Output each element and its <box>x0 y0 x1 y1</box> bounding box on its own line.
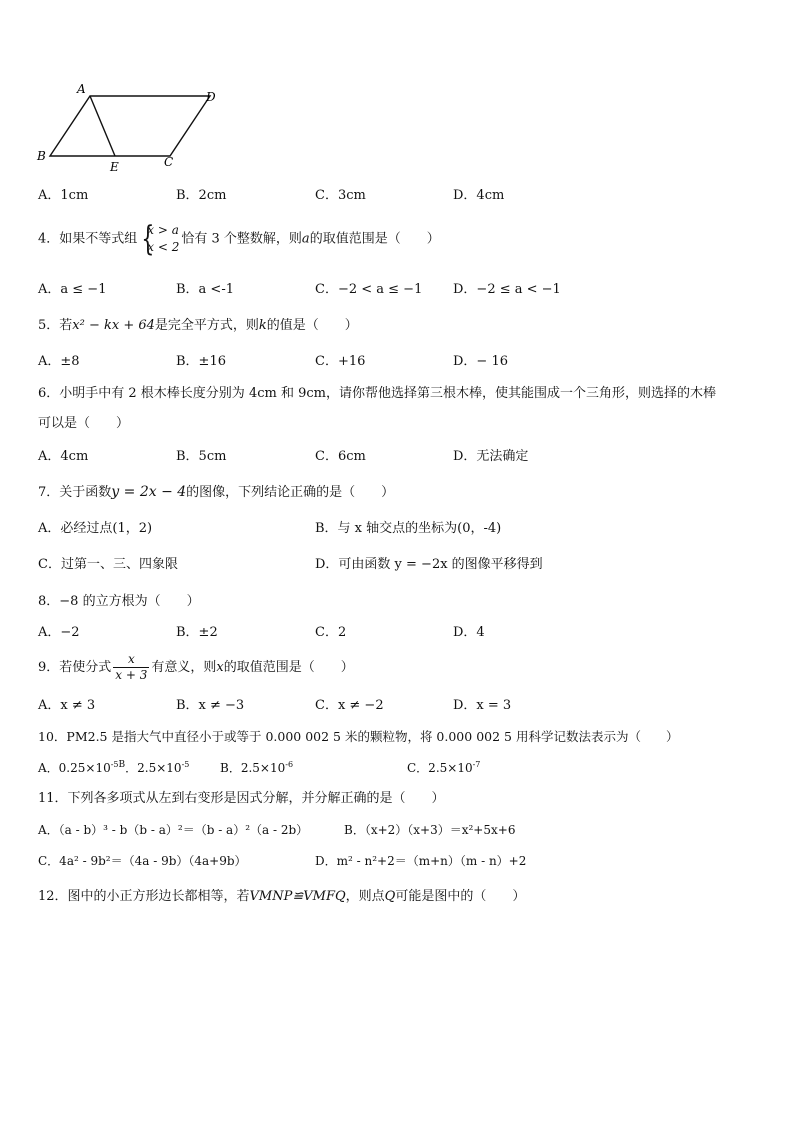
q10-option-a-text: A．0.25×10 <box>38 761 111 775</box>
label-A: A <box>77 82 86 96</box>
question-5-stem <box>38 318 358 334</box>
q10-option-a-exp: -5 <box>110 760 119 769</box>
question-9-stem <box>38 652 354 684</box>
q9-option-c[interactable]: C．x ≠ −2 <box>315 698 384 713</box>
q3-option-b[interactable]: B．2cm <box>176 188 227 203</box>
label-E: E <box>110 160 119 174</box>
q10-option-c-exp: -6 <box>285 760 294 769</box>
q7-option-c[interactable]: C．过第一、三、四象限 <box>38 557 178 572</box>
q10-option-b-text: ．2.5×10 <box>125 761 182 775</box>
q3-option-d[interactable]: D．4cm <box>453 188 505 203</box>
q6-option-b[interactable]: B．5cm <box>176 449 227 464</box>
q4-option-b[interactable]: B．a <-1 <box>176 282 234 297</box>
q11-option-c[interactable]: C．4a² - 9b²＝（4a - 9b）（4a+9b） <box>38 854 247 868</box>
segment-AE <box>90 96 115 156</box>
q5-expr: x² − kx + 64 <box>72 318 155 333</box>
label-C: C <box>164 155 174 169</box>
q7-option-b[interactable]: B．与 x 轴交点的坐标为(0，-4) <box>315 521 502 536</box>
q9-option-b[interactable]: B．x ≠ −3 <box>176 698 245 713</box>
q6-option-c[interactable]: C．6cm <box>315 449 366 464</box>
q4-var: a <box>301 231 310 247</box>
q10-option-b-mark: B <box>118 760 126 770</box>
q8-option-a[interactable]: A．−2 <box>38 625 80 640</box>
q11-option-b[interactable]: B．（x+2）（x+3）＝x²+5x+6 <box>344 823 516 837</box>
q7-option-d[interactable]: D．可由函数 y = −2x 的图像平移得到 <box>315 557 543 572</box>
q9-option-d[interactable]: D．x = 3 <box>453 698 512 713</box>
question-12-stem <box>38 889 525 905</box>
q11-option-d[interactable]: D．m² - n²+2＝（m+n）（m - n）+2 <box>315 854 527 868</box>
question-8-stem: 8．−8 的立方根为（ ） <box>38 594 200 609</box>
q7-suffix: 的图像，下列结论正确的是（ ） <box>186 485 395 500</box>
q12-var: Q <box>384 889 396 904</box>
q10-option-b-exp: -5 <box>181 760 190 769</box>
q8-option-b[interactable]: B．±2 <box>176 625 218 640</box>
q10-option-d-exp: -7 <box>472 760 481 769</box>
q5-option-b[interactable]: B．±16 <box>176 354 226 369</box>
question-6-line-1: 6．小明手中有 2 根木棒长度分别为 4cm 和 9cm，请你帮他选择第三根木棒，使其能围成一个三角形，则选择的木棒 <box>38 386 716 401</box>
q7-prefix: 7．关于函数 <box>38 485 112 500</box>
q9-prefix: 9．若使分式 <box>38 660 112 675</box>
q10-option-c-text: B．2.5×10 <box>220 761 286 775</box>
q10-option-c[interactable] <box>220 760 293 776</box>
q12-congruence: VMNP≌VMFQ <box>249 889 346 904</box>
q4-sys-row-1: x > a <box>147 223 179 237</box>
q10-option-d-text: C．2.5×10 <box>407 761 473 775</box>
q4-sys-row-2: x < 2 <box>147 240 180 254</box>
q5-suffix: 的值是（ ） <box>266 318 358 333</box>
q4-option-c[interactable]: C．−2 < a ≤ −1 <box>315 282 423 297</box>
q9-fraction-numerator: x <box>113 652 149 668</box>
q3-option-c[interactable]: C．3cm <box>315 188 366 203</box>
q5-option-c[interactable]: C．+16 <box>315 354 366 369</box>
brace-icon: { <box>141 219 155 259</box>
parallelogram-ABCD <box>50 96 210 156</box>
q11-option-a[interactable]: A．（a - b）³ - b（b - a）²＝（b - a）²（a - 2b） <box>38 823 309 837</box>
q9-suffix: 的取值范围是（ ） <box>223 660 354 675</box>
q4-suffix-a: 恰有 3 个整数解，则 <box>181 231 302 247</box>
q4-suffix-b: 的取值范围是（ ） <box>309 231 440 247</box>
q5-mid: 是完全平方式，则 <box>154 318 259 333</box>
q9-var: x <box>216 660 224 675</box>
q3-option-a[interactable]: A．1cm <box>38 188 89 203</box>
q6-option-a[interactable]: A．4cm <box>38 449 89 464</box>
q8-option-c[interactable]: C．2 <box>315 625 347 640</box>
q10-option-d[interactable] <box>407 760 480 776</box>
q4-prefix: 4．如果不等式组 <box>38 231 138 247</box>
q5-prefix: 5．若 <box>38 318 73 333</box>
q4-option-a[interactable]: A．a ≤ −1 <box>38 282 107 297</box>
parallelogram-figure <box>34 80 224 176</box>
q9-fraction-denominator: x + 3 <box>115 668 148 682</box>
q9-fraction <box>113 652 149 683</box>
q5-option-d[interactable]: D．− 16 <box>453 354 508 369</box>
q4-inequality-system <box>139 219 180 259</box>
q12-prefix: 12．图中的小正方形边长都相等，若 <box>38 889 250 904</box>
q4-option-d[interactable]: D．−2 ≤ a < −1 <box>453 282 561 297</box>
question-6-line-2: 可以是（ ） <box>38 416 130 431</box>
question-10-stem: 10．PM2.5 是指大气中直径小于或等于 0.000 002 5 米的颗粒物，将 0.000 002 5 用科学记数法表示为（ ） <box>38 729 679 744</box>
q6-option-d[interactable]: D．无法确定 <box>453 449 529 464</box>
question-7-stem <box>38 484 394 501</box>
q7-expr: y = 2x − 4 <box>111 484 187 500</box>
q10-option-a[interactable] <box>38 760 189 776</box>
q12-suffix: 可能是图中的（ ） <box>395 889 526 904</box>
q5-option-a[interactable]: A．±8 <box>38 354 80 369</box>
q7-option-a[interactable]: A．必经过点(1，2) <box>38 521 153 536</box>
question-4-stem <box>38 219 440 259</box>
q9-mid: 有意义，则 <box>151 660 217 675</box>
label-D: D <box>206 90 216 104</box>
q12-mid: ，则点 <box>345 889 385 904</box>
q9-option-a[interactable]: A．x ≠ 3 <box>38 698 96 713</box>
q5-var: k <box>258 318 267 333</box>
q8-option-d[interactable]: D．4 <box>453 625 485 640</box>
label-B: B <box>37 149 46 163</box>
question-11-stem: 11．下列各多项式从左到右变形是因式分解，并分解正确的是（ ） <box>38 791 445 806</box>
